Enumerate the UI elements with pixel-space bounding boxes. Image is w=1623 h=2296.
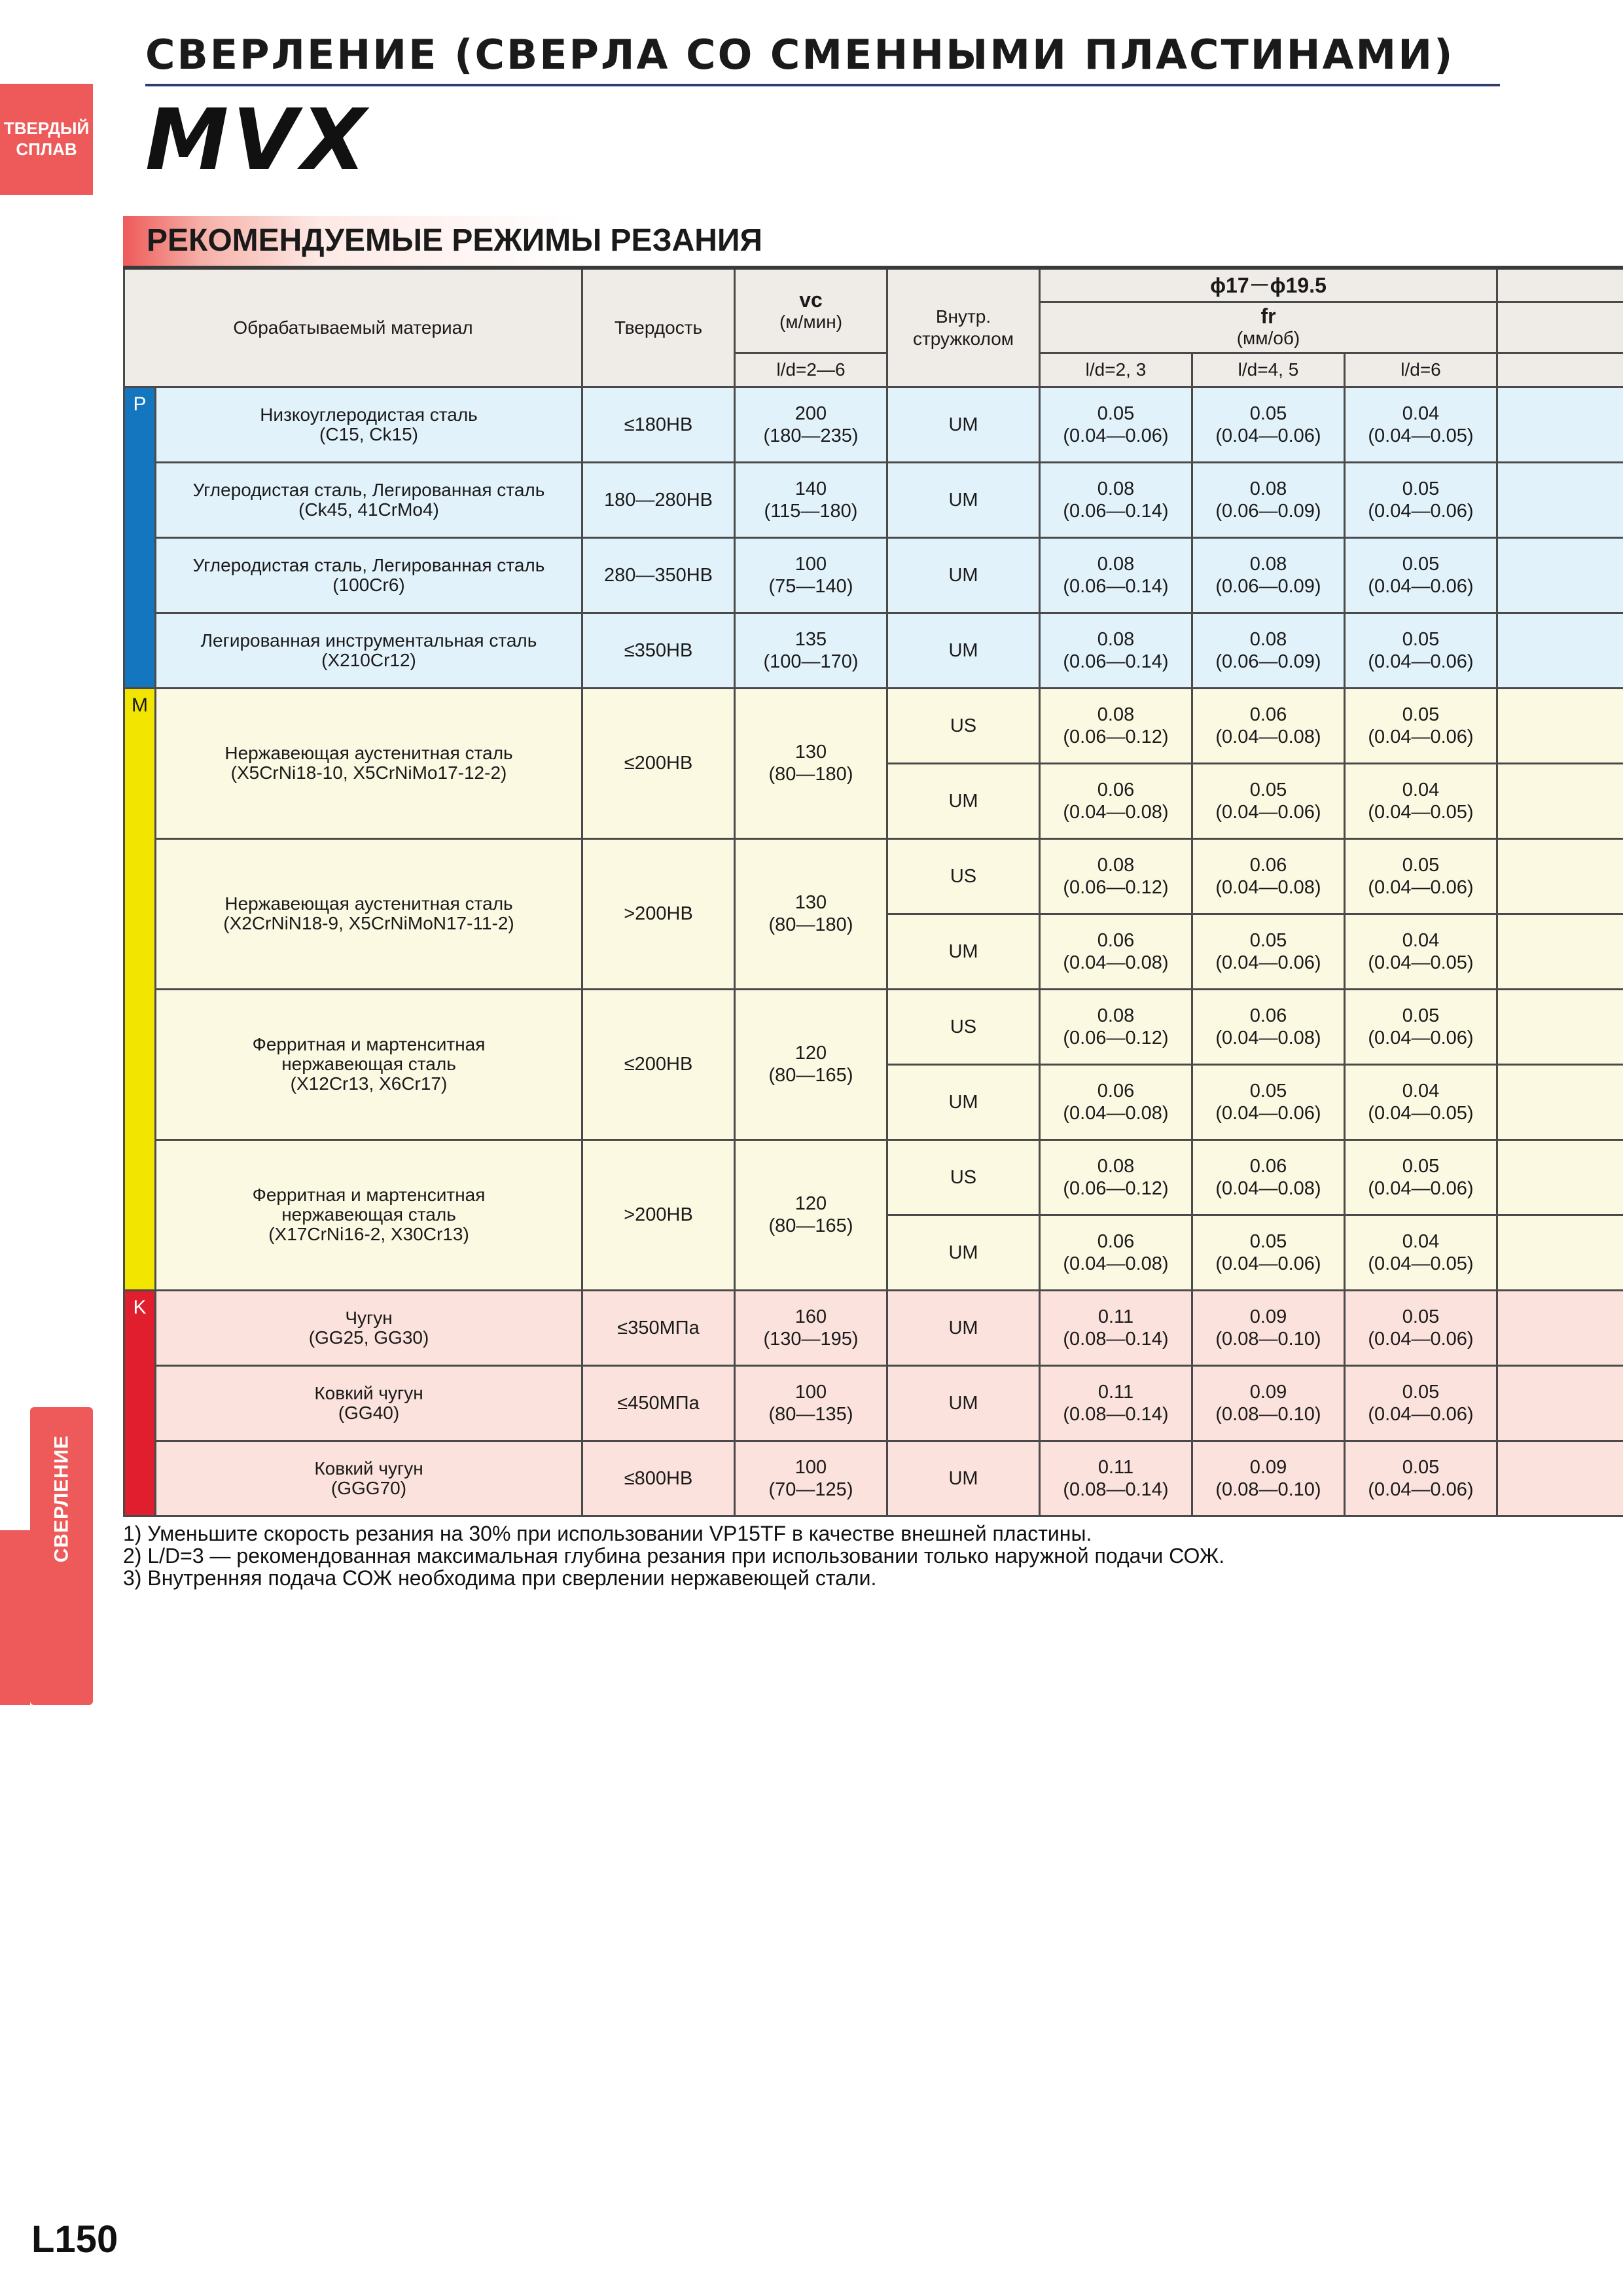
material-cell <box>156 537 582 613</box>
cell-line: 0.04 <box>1402 1080 1440 1102</box>
header-breaker-line: стружколом <box>912 328 1014 349</box>
next-diameter-cell <box>1497 989 1623 1064</box>
cell-line: 130 <box>794 892 827 913</box>
next-diameter-cell <box>1497 1365 1623 1441</box>
cell-line: 0.04 <box>1402 403 1440 424</box>
breaker-cell: UM <box>887 1441 1040 1516</box>
material-cell <box>156 387 582 462</box>
vc-cell <box>735 613 887 688</box>
fr-cell <box>1192 1215 1345 1290</box>
cell-line: 0.05 <box>1402 854 1440 876</box>
next-diameter-cell <box>1497 613 1623 688</box>
cell-line: 0.05 <box>1249 403 1287 424</box>
fr-cell <box>1192 1139 1345 1215</box>
cell-line: (0.04—0.05) <box>1368 801 1474 823</box>
cell-line: (0.08—0.14) <box>1063 1328 1169 1350</box>
cell-line: (80—135) <box>768 1403 853 1425</box>
hardness-cell: ≤200HB <box>582 688 735 838</box>
cell-line: (GG25, GG30) <box>308 1327 429 1348</box>
table-row <box>124 387 1623 462</box>
cell-line: 0.05 <box>1402 478 1440 499</box>
cell-line: (0.06—0.12) <box>1063 1027 1169 1049</box>
fr-cell <box>1040 1441 1192 1516</box>
footnote: 2) L/D=3 — рекомендованная максимальная глубина резания при использовании только наружной подачи СОЖ. <box>123 1544 1225 1568</box>
fr-cell <box>1040 1215 1192 1290</box>
side-tab-section-label-box <box>30 1407 93 1590</box>
cell-line: 0.06 <box>1249 1005 1287 1026</box>
cell-line: (C15, Ck15) <box>319 423 418 444</box>
cell-line: (0.04—0.08) <box>1215 876 1321 898</box>
header-next-ld <box>1497 353 1623 387</box>
cell-line: (X17CrNi16-2, X30Cr13) <box>268 1224 469 1244</box>
fr-cell <box>1040 914 1192 989</box>
fr-cell <box>1192 989 1345 1064</box>
cell-line: (0.04—0.06) <box>1215 1102 1321 1124</box>
cell-line: (0.06—0.12) <box>1063 1177 1169 1199</box>
cell-line: 0.04 <box>1402 1230 1440 1252</box>
table-row <box>124 688 1623 763</box>
cell-line: (X5CrNi18-10, X5CrNiMo17-12-2) <box>230 762 507 783</box>
vc-cell <box>735 688 887 838</box>
cell-line: 0.05 <box>1249 1080 1287 1102</box>
cell-line: (80—165) <box>768 1215 853 1236</box>
cell-line: Нержавеющая аустенитная сталь <box>224 743 513 763</box>
cell-line: (70—125) <box>768 1479 853 1500</box>
cell-line: 120 <box>794 1193 827 1214</box>
cell-line: 0.05 <box>1097 403 1135 424</box>
cell-line: (GGG70) <box>330 1477 407 1498</box>
cell-line: (0.04—0.06) <box>1215 425 1321 446</box>
fr-cell <box>1192 688 1345 763</box>
header-vc-ld: l/d=2—6 <box>735 353 887 387</box>
fr-cell <box>1345 1365 1497 1441</box>
cell-line: 0.08 <box>1097 628 1135 650</box>
fr-cell <box>1345 1290 1497 1365</box>
side-tab-strip <box>0 1530 30 1705</box>
side-tab-category <box>0 84 93 195</box>
page-title: СВЕРЛЕНИЕ (СВЕРЛА СО СМЕННЫМИ ПЛАСТИНАМИ) <box>145 26 1500 86</box>
cell-line: 0.08 <box>1097 1155 1135 1177</box>
cell-line: 0.08 <box>1097 478 1135 499</box>
side-tab-section-label: СВЕРЛЕНИЕ <box>50 1435 73 1563</box>
fr-cell <box>1192 537 1345 613</box>
cell-line: (0.08—0.14) <box>1063 1403 1169 1425</box>
cell-line: (0.06—0.09) <box>1215 575 1321 597</box>
cell-line: (115—180) <box>764 500 858 522</box>
fr-cell <box>1040 387 1192 462</box>
breaker-cell: UM <box>887 763 1040 838</box>
material-cell <box>156 1290 582 1365</box>
next-diameter-cell <box>1497 1441 1623 1516</box>
header-vc-unit: (м/мин) <box>779 311 843 332</box>
next-diameter-cell <box>1497 914 1623 989</box>
cell-line: 0.05 <box>1249 1230 1287 1252</box>
hardness-cell: ≤350МПа <box>582 1290 735 1365</box>
header-fr-ld: l/d=6 <box>1345 353 1497 387</box>
cell-line: (0.06—0.14) <box>1063 651 1169 672</box>
material-cell <box>156 1365 582 1441</box>
fr-cell <box>1345 989 1497 1064</box>
fr-cell <box>1345 1064 1497 1139</box>
fr-cell <box>1345 763 1497 838</box>
cell-line: 0.04 <box>1402 779 1440 800</box>
next-diameter-cell <box>1497 688 1623 763</box>
material-cell <box>156 462 582 537</box>
fr-cell <box>1040 1290 1192 1365</box>
vc-cell <box>735 838 887 989</box>
cell-line: (0.06—0.12) <box>1063 726 1169 747</box>
fr-cell <box>1040 1139 1192 1215</box>
cell-line: 0.06 <box>1097 1080 1135 1102</box>
cell-line: 0.09 <box>1249 1456 1287 1478</box>
breaker-cell: US <box>887 1139 1040 1215</box>
fr-cell <box>1040 838 1192 914</box>
material-cell <box>156 838 582 989</box>
breaker-cell: UM <box>887 537 1040 613</box>
cell-line: 0.08 <box>1249 553 1287 575</box>
header-vc-symbol: vc <box>799 287 823 312</box>
fr-cell <box>1345 1139 1497 1215</box>
fr-cell <box>1192 387 1345 462</box>
cell-line: (0.04—0.06) <box>1368 1027 1474 1049</box>
header-diameter-range: ϕ17－ϕ19.5 <box>1210 273 1327 297</box>
table-row <box>124 1290 1623 1365</box>
fr-cell <box>1192 1064 1345 1139</box>
breaker-cell: US <box>887 838 1040 914</box>
cell-line: (0.04—0.08) <box>1215 726 1321 747</box>
breaker-cell: UM <box>887 914 1040 989</box>
fr-cell <box>1192 763 1345 838</box>
cell-line: (75—140) <box>768 575 853 597</box>
material-cell <box>156 1441 582 1516</box>
cell-line: (80—180) <box>768 914 853 935</box>
material-group-code: P <box>124 387 156 688</box>
cell-line: (0.06—0.09) <box>1215 651 1321 672</box>
cell-line: (0.06—0.14) <box>1063 500 1169 522</box>
cell-line: 0.05 <box>1402 553 1440 575</box>
table-row <box>124 537 1623 613</box>
cell-line: (Ck45, 41CrMo4) <box>298 499 439 520</box>
cell-line: (0.04—0.05) <box>1368 1102 1474 1124</box>
cell-line: 0.08 <box>1097 553 1135 575</box>
cell-line: 0.05 <box>1402 1306 1440 1327</box>
hardness-cell: ≤200HB <box>582 989 735 1139</box>
hardness-cell: ≤180HB <box>582 387 735 462</box>
cell-line: 0.09 <box>1249 1306 1287 1327</box>
cell-line: (0.04—0.06) <box>1368 726 1474 747</box>
cell-line: 0.05 <box>1249 779 1287 800</box>
cell-line: (80—180) <box>768 764 853 785</box>
material-group-code: M <box>124 688 156 1290</box>
fr-cell <box>1345 462 1497 537</box>
cell-line: (0.04—0.08) <box>1215 1177 1321 1199</box>
cell-line: 0.11 <box>1097 1456 1134 1478</box>
fr-cell <box>1040 1064 1192 1139</box>
cell-line: (0.04—0.06) <box>1368 500 1474 522</box>
vc-cell <box>735 1139 887 1290</box>
fr-cell <box>1040 462 1192 537</box>
cell-line: 0.06 <box>1249 1155 1287 1177</box>
cell-line: 100 <box>794 553 827 575</box>
cell-line: (0.08—0.10) <box>1215 1479 1321 1500</box>
header-fr <box>1040 302 1497 353</box>
cell-line: (0.04—0.06) <box>1215 952 1321 973</box>
cell-line: (0.06—0.09) <box>1215 500 1321 522</box>
header-diameter <box>1040 268 1497 302</box>
table-row <box>124 613 1623 688</box>
cell-line: (0.04—0.08) <box>1063 1253 1169 1274</box>
cell-line: 0.05 <box>1402 1005 1440 1026</box>
cutting-conditions-table <box>123 266 1623 1517</box>
hardness-cell: 180—280HB <box>582 462 735 537</box>
cell-line: (0.04—0.05) <box>1368 425 1474 446</box>
cell-line: (0.04—0.08) <box>1215 1027 1321 1049</box>
hardness-cell: 280—350HB <box>582 537 735 613</box>
fr-cell <box>1192 613 1345 688</box>
next-diameter-cell <box>1497 838 1623 914</box>
cell-line: Ковкий чугун <box>314 1382 423 1403</box>
breaker-cell: UM <box>887 387 1040 462</box>
side-tab-line: СПЛАВ <box>16 139 77 159</box>
fr-cell <box>1192 1365 1345 1441</box>
table-row <box>124 989 1623 1064</box>
breaker-cell: UM <box>887 1064 1040 1139</box>
cell-line: 0.06 <box>1097 779 1135 800</box>
header-next-diameter <box>1497 268 1623 302</box>
cell-line: 200 <box>794 403 827 424</box>
hardness-cell: ≤800HB <box>582 1441 735 1516</box>
cell-line: (130—195) <box>763 1328 859 1350</box>
cell-line: (0.04—0.06) <box>1368 1479 1474 1500</box>
fr-cell <box>1040 537 1192 613</box>
hardness-cell: ≤450МПа <box>582 1365 735 1441</box>
header-fr-unit: (мм/об) <box>1236 328 1300 348</box>
material-cell <box>156 688 582 838</box>
cell-line: 140 <box>794 478 827 499</box>
breaker-cell: UM <box>887 1290 1040 1365</box>
page-number: L150 <box>31 2218 118 2261</box>
section-heading: РЕКОМЕНДУЕМЫЕ РЕЖИМЫ РЕЗАНИЯ <box>123 216 1623 266</box>
cell-line: Углеродистая сталь, Легированная сталь <box>192 554 545 575</box>
fr-cell <box>1192 914 1345 989</box>
fr-cell <box>1345 838 1497 914</box>
cell-line: (0.04—0.08) <box>1063 1102 1169 1124</box>
cell-line: (0.04—0.06) <box>1368 1403 1474 1425</box>
vc-cell <box>735 1441 887 1516</box>
cell-line: (80—165) <box>768 1065 853 1086</box>
cell-line: 160 <box>794 1306 827 1327</box>
table-row <box>124 1139 1623 1215</box>
table-body <box>124 387 1623 1516</box>
header-fr-symbol: fr <box>1260 304 1276 328</box>
cell-line: 0.08 <box>1097 1005 1135 1026</box>
fr-cell <box>1040 688 1192 763</box>
hardness-cell: >200HB <box>582 838 735 989</box>
fr-cell <box>1192 1290 1345 1365</box>
cell-line: (X210Cr12) <box>321 649 416 670</box>
cell-line: (0.04—0.08) <box>1063 801 1169 823</box>
fr-cell <box>1345 1215 1497 1290</box>
cell-line: (0.04—0.05) <box>1368 1253 1474 1274</box>
next-diameter-cell <box>1497 1139 1623 1215</box>
cell-line: (0.08—0.10) <box>1215 1403 1321 1425</box>
cell-line: (X12Cr13, X6Cr17) <box>290 1073 448 1094</box>
cell-line: 0.04 <box>1402 929 1440 951</box>
fr-cell <box>1192 462 1345 537</box>
series-name: MVX <box>145 92 370 189</box>
header-breaker <box>887 268 1040 387</box>
fr-cell <box>1040 763 1192 838</box>
cell-line: (0.04—0.05) <box>1368 952 1474 973</box>
next-diameter-cell <box>1497 1215 1623 1290</box>
fr-cell <box>1345 914 1497 989</box>
cell-line: 0.11 <box>1097 1381 1134 1403</box>
fr-cell <box>1345 1441 1497 1516</box>
cell-line: (0.04—0.08) <box>1063 952 1169 973</box>
material-cell <box>156 1139 582 1290</box>
cell-line: Ковкий чугун <box>314 1458 423 1479</box>
cell-line: нержавеющая сталь <box>281 1204 456 1225</box>
cutting-conditions-table-wrap <box>123 266 1623 1517</box>
cell-line: 0.06 <box>1249 704 1287 725</box>
cell-line: 0.06 <box>1097 929 1135 951</box>
header-fr-ld: l/d=4, 5 <box>1192 353 1345 387</box>
next-diameter-cell <box>1497 462 1623 537</box>
cell-line: 100 <box>794 1456 827 1478</box>
cell-line: 0.05 <box>1249 929 1287 951</box>
header-hardness: Твердость <box>582 268 735 387</box>
cell-line: нержавеющая сталь <box>281 1054 456 1074</box>
cell-line: 0.11 <box>1097 1306 1134 1327</box>
material-cell <box>156 613 582 688</box>
table-row <box>124 1441 1623 1516</box>
cell-line: (0.06—0.14) <box>1063 575 1169 597</box>
cell-line: (0.04—0.06) <box>1368 876 1474 898</box>
cell-line: Ферритная и мартенситная <box>252 1185 486 1205</box>
fr-cell <box>1345 688 1497 763</box>
side-tab-line: ТВЕРДЫЙ <box>3 118 90 138</box>
next-diameter-cell <box>1497 763 1623 838</box>
cell-line: (0.04—0.06) <box>1215 801 1321 823</box>
fr-cell <box>1345 387 1497 462</box>
vc-cell <box>735 1290 887 1365</box>
cell-line: (0.04—0.06) <box>1368 1328 1474 1350</box>
cell-line: 120 <box>794 1043 827 1064</box>
cell-line: 0.05 <box>1402 704 1440 725</box>
vc-cell <box>735 387 887 462</box>
cell-line: 0.05 <box>1402 1381 1440 1403</box>
cell-line: 0.06 <box>1249 854 1287 876</box>
fr-cell <box>1192 838 1345 914</box>
vc-cell <box>735 989 887 1139</box>
header-breaker-line: Внутр. <box>935 306 991 327</box>
cell-line: 0.05 <box>1402 1155 1440 1177</box>
cell-line: 0.09 <box>1249 1381 1287 1403</box>
cell-line: (0.08—0.14) <box>1063 1479 1169 1500</box>
breaker-cell: US <box>887 989 1040 1064</box>
table-row <box>124 462 1623 537</box>
cell-line: 0.08 <box>1249 478 1287 499</box>
hardness-cell: ≤350HB <box>582 613 735 688</box>
table-row <box>124 1365 1623 1441</box>
next-diameter-cell <box>1497 387 1623 462</box>
breaker-cell: UM <box>887 1215 1040 1290</box>
vc-cell <box>735 537 887 613</box>
cell-line: 0.05 <box>1402 628 1440 650</box>
fr-cell <box>1192 1441 1345 1516</box>
cell-line: 0.08 <box>1249 628 1287 650</box>
cell-line: 100 <box>794 1381 827 1403</box>
fr-cell <box>1040 613 1192 688</box>
breaker-cell: UM <box>887 462 1040 537</box>
table-row <box>124 838 1623 914</box>
breaker-cell: UM <box>887 613 1040 688</box>
fr-cell <box>1040 989 1192 1064</box>
cell-line: (0.04—0.06) <box>1368 575 1474 597</box>
cell-line: (0.08—0.10) <box>1215 1328 1321 1350</box>
header-material: Обрабатываемый материал <box>124 268 582 387</box>
footnote: 3) Внутренняя подача СОЖ необходима при сверлении нержавеющей стали. <box>123 1566 877 1590</box>
fr-cell <box>1345 613 1497 688</box>
cell-line: 0.05 <box>1402 1456 1440 1478</box>
cell-line: Чугун <box>345 1307 393 1328</box>
header-fr-ld: l/d=2, 3 <box>1040 353 1192 387</box>
cell-line: (100Cr6) <box>332 574 405 595</box>
cell-line: (X2CrNiN18-9, X5CrNiMoN17-11-2) <box>223 913 514 933</box>
cell-line: (GG40) <box>338 1402 400 1423</box>
cell-line: 0.08 <box>1097 704 1135 725</box>
cell-line: (0.04—0.06) <box>1368 651 1474 672</box>
fr-cell <box>1345 537 1497 613</box>
breaker-cell: US <box>887 688 1040 763</box>
header-next-fr <box>1497 302 1623 353</box>
cell-line: (180—235) <box>763 425 859 446</box>
cell-line: (100—170) <box>763 651 859 672</box>
material-group-code: K <box>124 1290 156 1516</box>
material-cell <box>156 989 582 1139</box>
next-diameter-cell <box>1497 1290 1623 1365</box>
next-diameter-cell <box>1497 537 1623 613</box>
vc-cell <box>735 1365 887 1441</box>
cell-line: Легированная инструментальная сталь <box>200 630 537 651</box>
cell-line: 130 <box>794 742 827 762</box>
hardness-cell: >200HB <box>582 1139 735 1290</box>
cell-line: (0.06—0.12) <box>1063 876 1169 898</box>
cell-line: (0.04—0.06) <box>1063 425 1169 446</box>
cell-line: Ферритная и мартенситная <box>252 1034 486 1054</box>
cell-line: Низкоуглеродистая сталь <box>260 404 478 425</box>
fr-cell <box>1040 1365 1192 1441</box>
cell-line: 0.08 <box>1097 854 1135 876</box>
cell-line: Нержавеющая аустенитная сталь <box>224 893 513 914</box>
next-diameter-cell <box>1497 1064 1623 1139</box>
header-vc <box>735 268 887 353</box>
cell-line: (0.04—0.06) <box>1368 1177 1474 1199</box>
cell-line: 0.06 <box>1097 1230 1135 1252</box>
breaker-cell: UM <box>887 1365 1040 1441</box>
vc-cell <box>735 462 887 537</box>
cell-line: (0.04—0.06) <box>1215 1253 1321 1274</box>
footnote: 1) Уменьшите скорость резания на 30% при использовании VP15TF в качестве внешней пластины. <box>123 1522 1092 1545</box>
cell-line: 135 <box>794 628 827 650</box>
footnotes <box>123 1522 1563 1589</box>
cell-line: Углеродистая сталь, Легированная сталь <box>192 479 545 500</box>
